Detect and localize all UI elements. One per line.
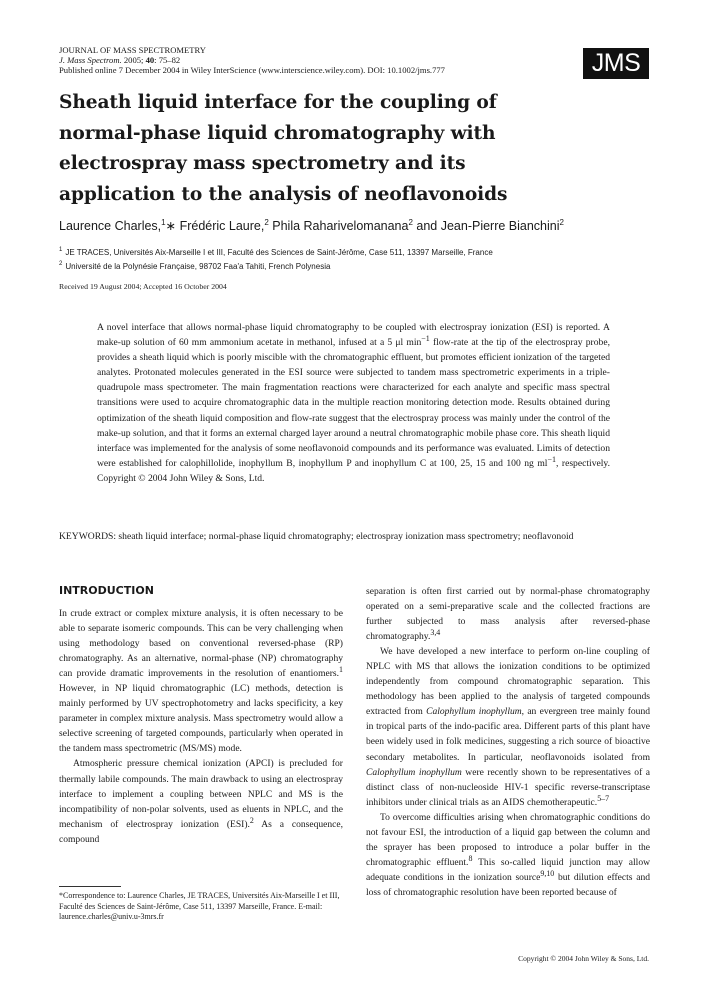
keywords-text: sheath liquid interface; normal-phase liquid chromatography; electrospray ionization mass spectrometry; neoflavonoid — [116, 531, 574, 542]
paragraph: separation is often first carried out by normal-phase chromatography operated on a semi-preparative scale and the collected fractions are further subjected to mass analysis after reversed-phase chromatography.$^{3,4}$ — [366, 586, 650, 643]
affiliation: $^2$ Université de la Polynésie Française, 98702 Faa'a Tahiti, French Polynesia — [59, 261, 331, 271]
title-line: application to the analysis of neoflavonoids — [59, 183, 508, 205]
footnote-rule — [59, 886, 121, 887]
paragraph: To overcome difficulties arising when chromatographic conditions do not favour ESI, the introduction of a liquid gap between the column and the sprayer has been proposed to introduce a polar buffer in the chromatographic effluent.$^8$ This so-called liquid junction may allow adequate conditions in the ionization source$^{9,10}$ but dilution effects and loss of chromatographic resolution have been reported because of — [366, 811, 651, 898]
citation: J. Mass Spectrom. 2005; 40: 75–82 — [59, 55, 181, 66]
author: Laurence Charles, — [59, 219, 162, 233]
section-heading: INTRODUCTION — [59, 584, 154, 597]
journal-header — [59, 45, 445, 76]
title-line: normal-phase liquid chromatography with — [59, 122, 496, 144]
right-column — [366, 584, 650, 900]
journal-logo: JMS — [583, 48, 649, 79]
article-title — [59, 88, 659, 210]
page-copyright: Copyright © 2004 John Wiley & Sons, Ltd. — [518, 954, 649, 963]
affiliation: $^1$ JE TRACES, Universités Aix-Marseille I et III, Faculté des Sciences de Saint-Jérôme, Case 511, 13397 Marseille, France — [59, 247, 493, 257]
paragraph: We have developed a new interface to perform on-line coupling of NPLC with MS that allows the ionization conditions to be optimized independently from compound chromatographic separation. This methodology has been applied to the analysis of targeted compounds extracted from Calophyllum inophyllum, an evergreen tree mainly found in tropical parts of the indo-pacific area. Different parts of this plant have been widely used in folk medicines, suggesting a rich source of bioactive secondary metabolites. In particular, neoflavonoids isolated from Calophyllum inophyllum were recently shown to be representatives of a distinct class of non-nucleoside HIV-1 specific reverse-transcriptase inhibitors under clinical trials as an AIDS chemotherapeutic.$^{5-7}$ — [366, 646, 650, 808]
author: Phila Raharivelomanana — [268, 219, 409, 233]
paragraph: Atmospheric pressure chemical ionization (APCI) is precluded for thermally labile compounds. The main drawback to using an electrospray interface to implement a coupling between NPLC and MS is the incompatibility of non-polar solvents, used as eluents in NPLC, and the mechanism of electrospray ionization (ESI).$^2$ As a consequence, compound — [59, 758, 344, 845]
received-dates: Received 19 August 2004; Accepted 16 October 2004 — [59, 282, 227, 291]
keywords — [59, 529, 649, 544]
title-line: Sheath liquid interface for the coupling of — [59, 92, 497, 113]
paragraph: In crude extract or complex mixture analysis, it is often necessary to be able to separate isomeric compounds. This can be very challenging when using methodology based on conventional reversed-phase (RP) chromatography. As an alternative, normal-phase (NP) chromatography can provide dramatic improvements in the resolution of enantiomers.$^1$ However, in NP liquid chromatographic (LC) methods, detection is mainly performed by UV spectrophotometry and lacks specificity, a key parameter in complex mixture analysis. Mass spectrometry would allow a selective screening of targeted compounds, particularly when operated in the tandem mass spectrometric (MS/MS) mode. — [59, 608, 343, 755]
title-line: electrospray mass spectrometry and its — [59, 153, 466, 174]
author: Frédéric Laure, — [176, 219, 265, 233]
left-column — [59, 584, 343, 847]
correspondence-footnote: *Correspondence to: Laurence Charles, JE TRACES, Universités Aix-Marseille I et III, Faculté des Sciences de Saint-Jérôme, Case 511, 13397 Marseille, France. E-mail: laurence.charles@univ.u-3mrs.fr — [59, 891, 340, 922]
journal-name: JOURNAL OF MASS SPECTROMETRY — [59, 45, 206, 55]
abstract: A novel interface that allows normal-phase liquid chromatography to be coupled with electrospray ionization (ESI) is reported. A make-up solution of 60 mm ammonium acetate in methanol, infused at a 5 μl $\min^{-1}$ flow-rate at the tip of the electrospray probe, provides a sheath liquid which is poorly miscible with the chromatographic effluent, but promotes efficient ionization of the targeted analytes. Protonated molecules generated in the ESI source were subjected to tandem mass spectrometric experiments in a triple-quadrupole mass spectrometer. The main fragmentation reactions were characterized for each analyte and specific mass spectral transitions were used to acquire chromatographic data in the multiple reaction monitoring detection mode. Results obtained during optimization of the sheath liquid composition and flow-rate suggest that the electrospray process was mainly under the control of the make-up solution, and that it forms an external charged layer around a neutral chromatographic mobile phase core. This sheath liquid interface was implemented for the analysis of some neoflavonoid compounds and its performance was evaluated. Limits of detection were established for calophillolide, inophyllum B, inophyllum P and inophyllum C at 100, 25, 15 and 100 ng $ml^{-1}$, respectively. Copyright © 2004 John Wiley & Sons, Ltd. — [97, 322, 610, 484]
corresponding-mark: ∗ — [165, 219, 177, 233]
author-list: Laurence Charles,$^1$∗ Frédéric Laure,$^2$ Phila Raharivelomanana$^2$ and Jean-Pierre Bianchini$^2$ — [59, 217, 564, 233]
keywords-label: KEYWORDS: — [59, 531, 117, 542]
publication-info: Published online 7 December 2004 in Wiley InterScience (www.interscience.wiley.com). DOI: 10.1002/jms.777 — [59, 65, 445, 76]
author: and Jean-Pierre Bianchini — [412, 219, 560, 233]
